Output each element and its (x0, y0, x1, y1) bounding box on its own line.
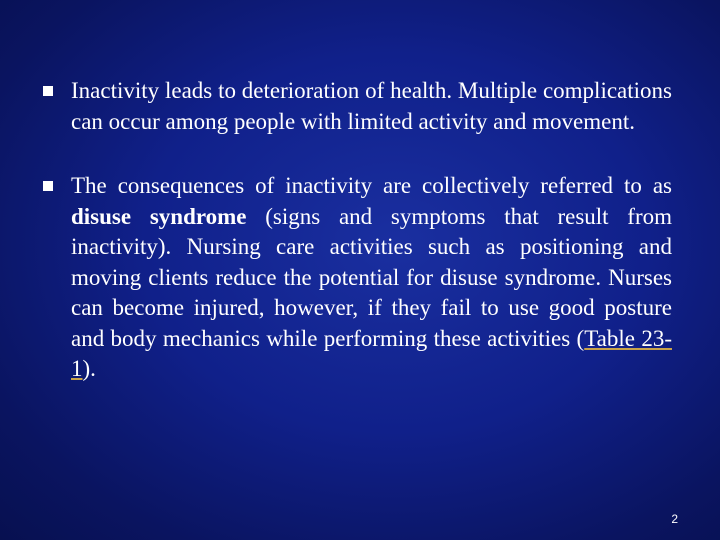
square-bullet-icon (43, 86, 53, 96)
page-number: 2 (671, 512, 678, 526)
bullet-item-2 (40, 171, 672, 385)
bullet-text-2-middle: (signs and symptoms that result from inactivity). Nursing care activities such as positioning and moving clients reduce the potential for disuse syndrome. Nurses can become injured, however, if they fail to use good posture and body mechanics while performing these activities ( (71, 203, 673, 351)
square-bullet-icon (43, 181, 53, 191)
bullet-text-2-prefix: The consequences of inactivity are collectively referred to as (71, 173, 672, 198)
table-reference-link[interactable]: Table 23-1 (71, 325, 672, 381)
bullet-item-1 (40, 76, 672, 137)
bullet-text-1: Inactivity leads to deterioration of health. Multiple complications can occur among people with limited activity and movement. (71, 78, 672, 134)
bullet-text-2-suffix: ). (82, 356, 96, 381)
bullet-list (40, 76, 672, 419)
disuse-syndrome-term: disuse syndrome (71, 203, 247, 229)
